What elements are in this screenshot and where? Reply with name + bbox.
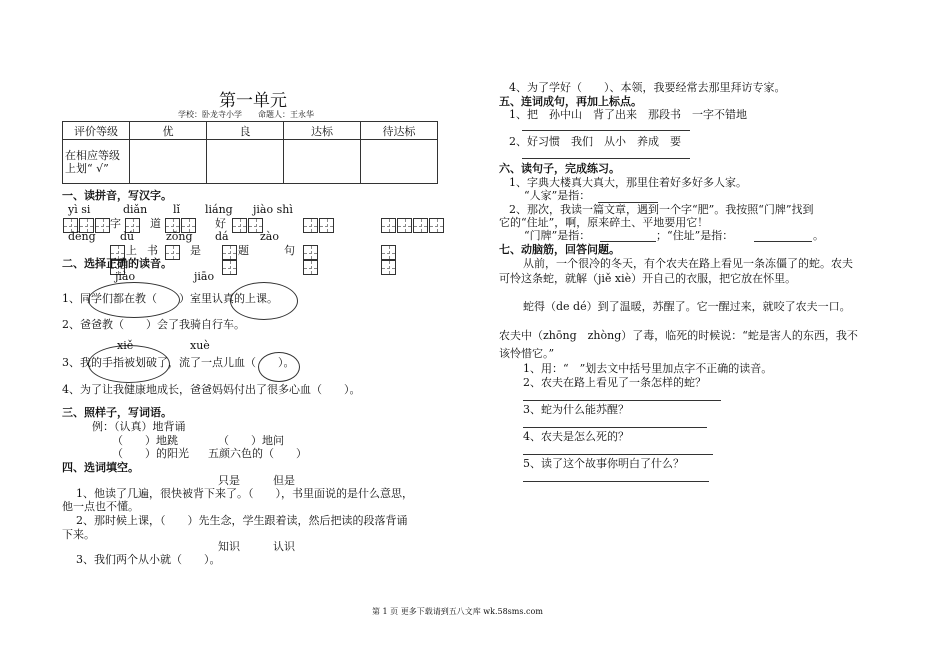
section4-q4: 4、为了学好（ ）、本领，我要经常去那里拜访专家。 bbox=[509, 81, 786, 94]
answer-line[interactable] bbox=[600, 241, 656, 242]
answer-line[interactable] bbox=[522, 158, 690, 159]
pinyin-4: liáng bbox=[205, 203, 233, 216]
section5-q2: 2、好习惯 我们 从小 养成 要 bbox=[509, 135, 681, 148]
section6-q2-end: 。 bbox=[813, 229, 824, 242]
pinyin-6: dēng bbox=[68, 230, 96, 243]
section7-q4: 4、农夫是怎么死的？ bbox=[523, 430, 629, 443]
char-shu: 书 bbox=[147, 244, 158, 257]
page-subtitle: 学校：卧龙寺小学 命题人：王永华 bbox=[178, 110, 314, 119]
writing-grid[interactable] bbox=[381, 260, 396, 275]
writing-grid[interactable] bbox=[303, 245, 318, 260]
writing-grid[interactable] bbox=[381, 245, 396, 260]
eval-header-grade: 评价等级 bbox=[63, 122, 130, 140]
answer-line[interactable] bbox=[523, 454, 713, 455]
eval-cell-excellent[interactable] bbox=[130, 140, 207, 184]
section7-q2: 2、农夫在路上看见了一条怎样的蛇？ bbox=[523, 376, 706, 389]
eval-row-label-line2: 上划“ √” bbox=[65, 161, 109, 175]
page-title: 第一单元 bbox=[219, 91, 287, 111]
char-shang: 上 bbox=[126, 244, 137, 257]
pinyin-10: zào bbox=[260, 230, 279, 243]
section6-q2-answer1: “门牌”是指： bbox=[524, 229, 591, 242]
section4-q1-line1: 1、他读了几遍，很快被背下来了。（ ），书里面说的是什么意思， bbox=[76, 487, 413, 500]
section7-p2: 蛇得（de dé）到了温暖，苏醒了。它一醒过来，就咬了农夫一口。 bbox=[523, 300, 851, 313]
writing-grid[interactable] bbox=[413, 218, 428, 233]
section4-words1: 只是 但是 bbox=[218, 474, 295, 487]
section7-q1: 1、用：“ ”划去文中括号里加点字不正确的读音。 bbox=[523, 362, 773, 375]
writing-grid[interactable] bbox=[319, 218, 334, 233]
char-hao: 好 bbox=[215, 217, 226, 230]
eval-header-excellent: 优 bbox=[130, 122, 207, 140]
writing-grid[interactable] bbox=[95, 218, 110, 233]
eval-row-label bbox=[63, 140, 130, 184]
section2-q3: 3、我的手指被划破了，流了一点儿血（ ）。 bbox=[62, 356, 295, 369]
writing-grid[interactable] bbox=[303, 218, 318, 233]
cloud2-option-a: xiě bbox=[117, 339, 134, 352]
section2-heading: 二、选择正确的读音。 bbox=[62, 257, 172, 270]
section4-words2: 知识 认识 bbox=[218, 540, 295, 553]
writing-grid[interactable] bbox=[429, 218, 444, 233]
section6-q1-answer: “人家”是指： bbox=[524, 189, 591, 202]
eval-header-pass: 达标 bbox=[284, 122, 361, 140]
eval-cell-pass[interactable] bbox=[284, 140, 361, 184]
char-shi: 是 bbox=[190, 244, 201, 257]
section6-heading: 六、读句子，完成练习。 bbox=[499, 162, 620, 175]
char-ju: 句 bbox=[284, 244, 295, 257]
answer-line[interactable] bbox=[523, 481, 709, 482]
eval-row-label-line1: 在相应等级 bbox=[65, 148, 120, 162]
pinyin-9: dá bbox=[215, 230, 229, 243]
section6-q2-line1: 2、那次，我读一篇文章，遇到一个字“肥”。我按照“门牌”找到 bbox=[509, 203, 814, 216]
section2-q2: 2、爸爸教（ ）会了我骑自行车。 bbox=[62, 318, 245, 331]
section3-heading: 三、照样子，写词语。 bbox=[62, 406, 172, 419]
pinyin-2: diǎn bbox=[123, 203, 148, 216]
answer-line[interactable] bbox=[523, 427, 707, 428]
answer-line[interactable] bbox=[523, 400, 721, 401]
section3-item4: 五颜六色的（ ） bbox=[208, 447, 307, 460]
section4-heading: 四、选词填空。 bbox=[62, 461, 139, 474]
section6-q1: 1、字典大楼真大真大，那里住着好多好多人家。 bbox=[509, 176, 747, 189]
answer-line[interactable] bbox=[522, 130, 690, 131]
section2-q1: 1、同学们都在教（ ）室里认真的上课。 bbox=[62, 292, 278, 305]
evaluation-table bbox=[62, 121, 438, 184]
writing-grid[interactable] bbox=[381, 218, 396, 233]
section3-item1: （ ）地跳 bbox=[112, 434, 178, 447]
pinyin-8: zǒng bbox=[166, 230, 193, 243]
eval-cell-good[interactable] bbox=[207, 140, 284, 184]
eval-header-good: 良 bbox=[207, 122, 284, 140]
section6-q2-line2: 它的“住址”，啊，原来碎土、平地要用它！ bbox=[499, 216, 709, 229]
cloud2-option-b: xuè bbox=[190, 339, 210, 352]
cloud1-option-a: jiào bbox=[115, 270, 136, 283]
section7-q3: 3、蛇为什么能苏醒？ bbox=[523, 403, 629, 416]
section3-item2: （ ）地问 bbox=[218, 434, 284, 447]
section3-example: 例：（认真）地背诵 bbox=[92, 420, 186, 433]
page-footer: 第 1 页 更多下载请到五八文库 wk.58sms.com bbox=[372, 607, 543, 616]
eval-header-needs-work: 待达标 bbox=[361, 122, 438, 140]
cloud1-option-b: jiāo bbox=[194, 270, 215, 283]
section7-q5: 5、读了这个故事你明白了什么？ bbox=[523, 457, 684, 470]
section4-q2-line1: 2、那时候上课，（ ）先生念，学生跟着读，然后把读的段落背诵 bbox=[76, 514, 408, 527]
section7-p3-line2: 该怜惜它。” bbox=[499, 347, 555, 360]
answer-line[interactable] bbox=[754, 241, 812, 242]
pinyin-1: yì si bbox=[68, 203, 91, 216]
char-dao: 道 bbox=[150, 217, 161, 230]
section5-q1: 1、把 孙中山 背了出来 那段书 一字不错地 bbox=[509, 108, 747, 121]
section3-item3: （ ）的阳光 bbox=[112, 447, 189, 460]
pinyin-7: dú bbox=[120, 230, 135, 243]
writing-grid[interactable] bbox=[303, 260, 318, 275]
section7-p1-line2: 可怜这条蛇，就解（jiě xiè）开自己的衣服，把它放在怀里。 bbox=[499, 272, 797, 285]
char-zi: 字 bbox=[110, 217, 121, 230]
section4-q2-line2: 下来。 bbox=[62, 528, 95, 541]
writing-grid[interactable] bbox=[232, 218, 247, 233]
writing-grid[interactable] bbox=[397, 218, 412, 233]
section4-q1-line2: 他一点也不懂。 bbox=[62, 500, 139, 513]
writing-grid[interactable] bbox=[222, 260, 237, 275]
char-ti: 题 bbox=[238, 244, 249, 257]
section6-q2-answer2: ；“住址”是指： bbox=[656, 229, 734, 242]
pinyin-3: lǐ bbox=[173, 203, 181, 216]
pinyin-5: jiào shì bbox=[253, 203, 293, 216]
writing-grid[interactable] bbox=[222, 245, 237, 260]
eval-cell-needs-work[interactable] bbox=[361, 140, 438, 184]
section7-heading: 七、动脑筋，回答问题。 bbox=[499, 243, 620, 256]
section2-q4: 4、为了让我健康地成长，爸爸妈妈付出了很多心血（ ）。 bbox=[62, 383, 361, 396]
section4-q3: 3、我们两个从小就（ ）。 bbox=[76, 553, 221, 566]
section5-heading: 五、连词成句，再加上标点。 bbox=[499, 95, 642, 108]
section7-p3-line1: 农夫中（zhōng zhòng）了毒，临死的时候说：“蛇是害人的东西，我不 bbox=[499, 329, 858, 342]
section7-p1-line1: 从前，一个很冷的冬天，有个农夫在路上看见一条冻僵了的蛇。农夫 bbox=[523, 257, 853, 270]
section1-heading: 一、读拼音，写汉字。 bbox=[62, 189, 172, 202]
